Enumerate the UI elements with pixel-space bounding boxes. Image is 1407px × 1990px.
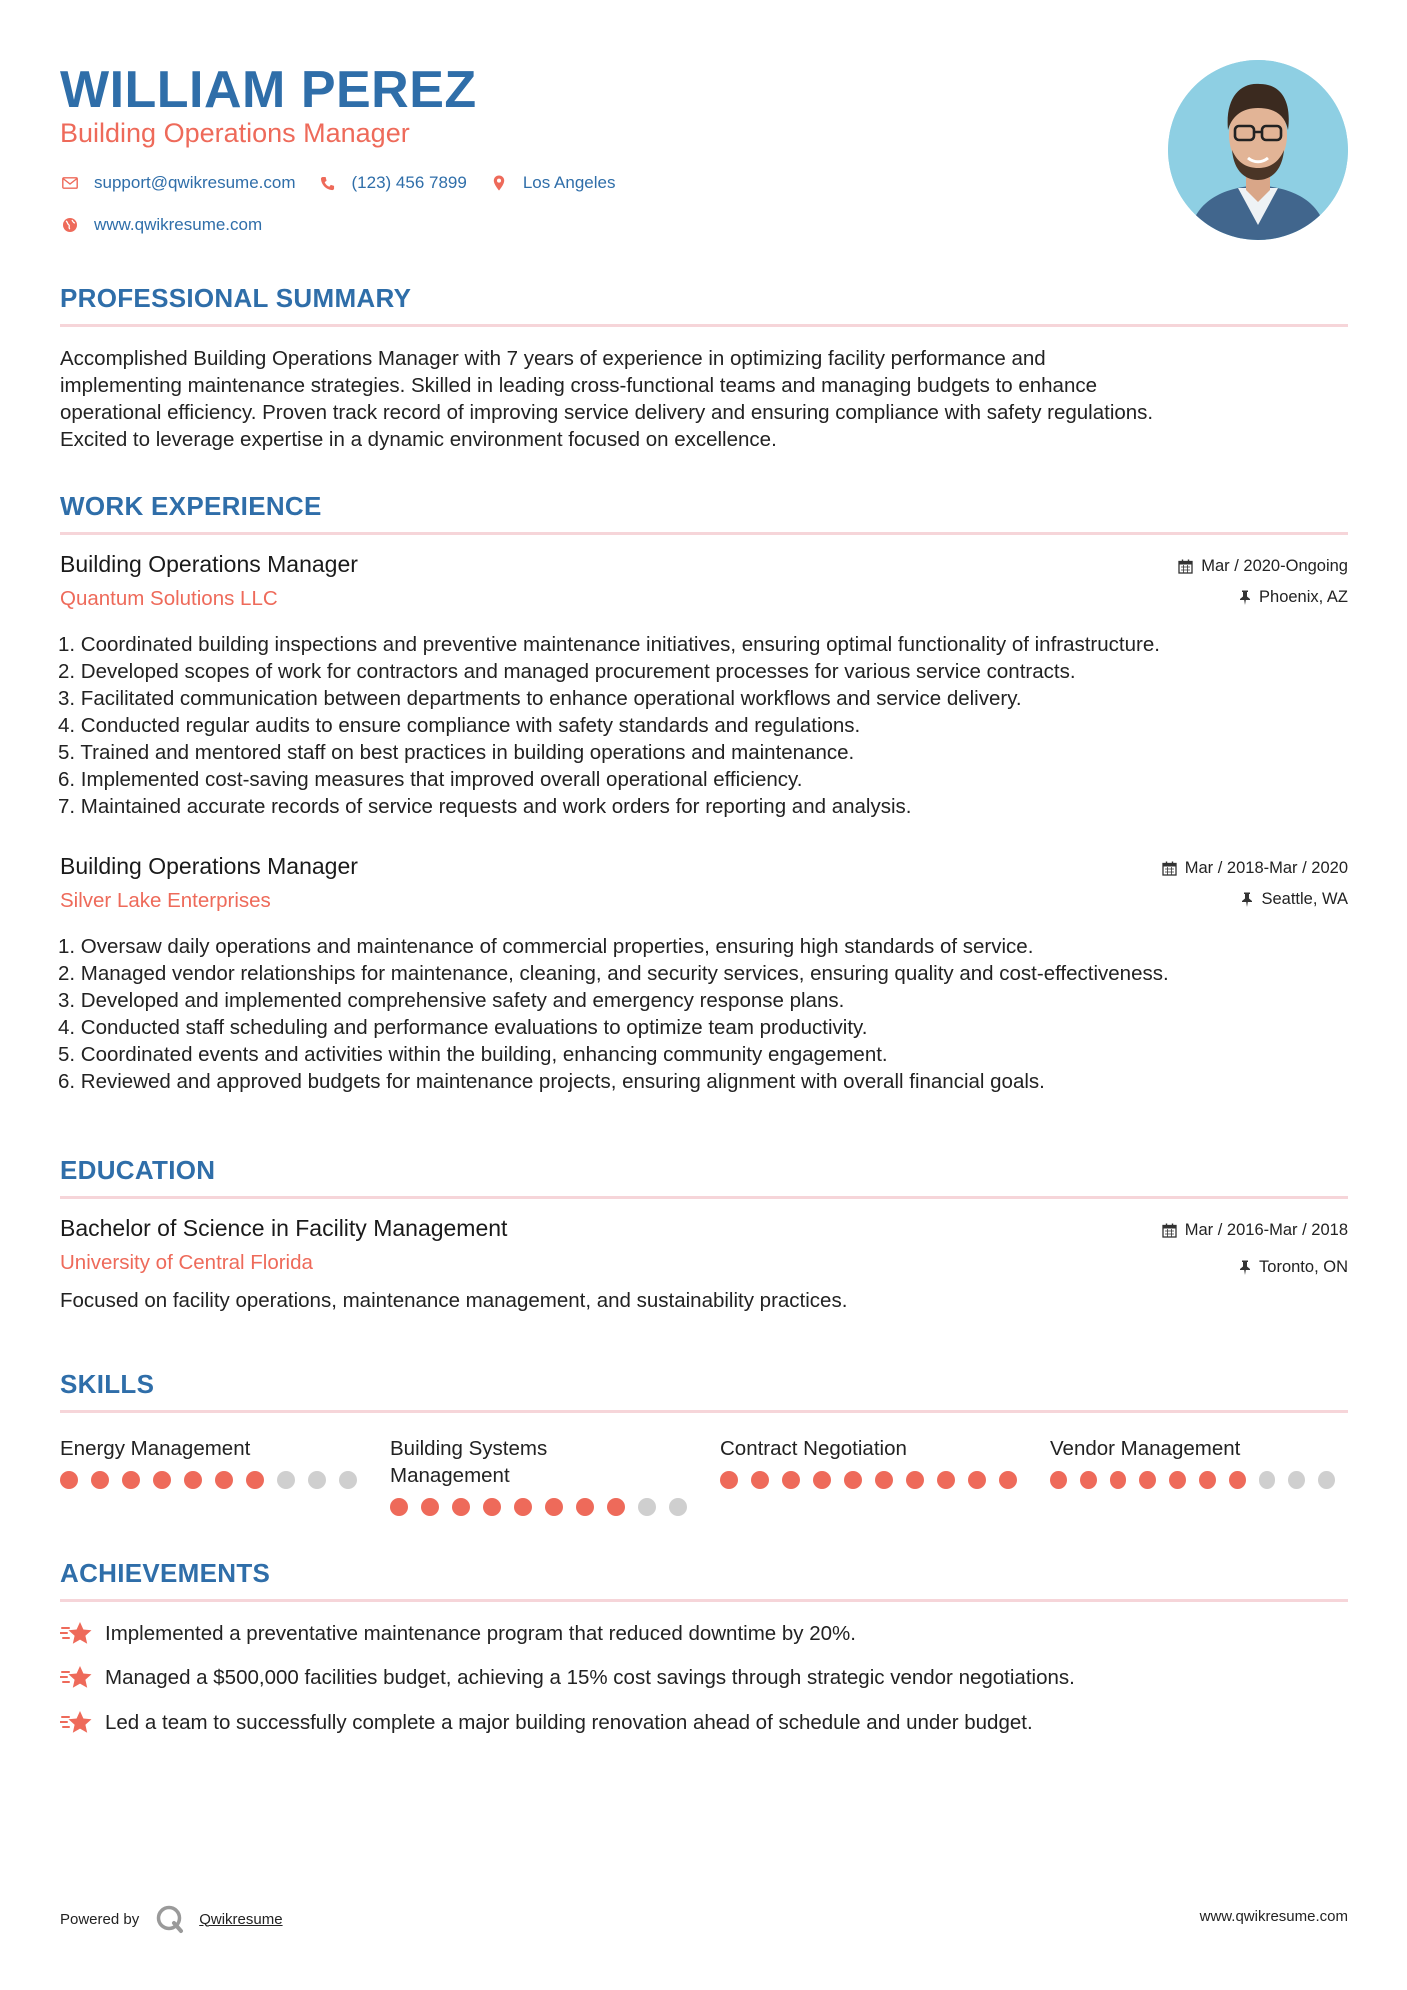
email-text: support@qwikresume.com bbox=[94, 173, 296, 192]
list-item: 6. Implemented cost-saving measures that improved overall operational efficiency. bbox=[58, 768, 803, 791]
skill-rating bbox=[1050, 1471, 1348, 1489]
job-bullets bbox=[58, 933, 1169, 1095]
list-item: 6. Reviewed and approved budgets for maintenance projects, ensuring alignment with overall financial goals. bbox=[58, 1070, 1045, 1093]
location-text: Los Angeles bbox=[522, 173, 616, 192]
job-role: Building Operations Manager bbox=[60, 853, 358, 879]
rating-dot-filled bbox=[607, 1498, 625, 1516]
summary-text bbox=[60, 345, 1348, 453]
rating-dot-filled bbox=[514, 1498, 532, 1516]
school-name: University of Central Florida bbox=[60, 1251, 313, 1274]
achievements-section bbox=[60, 1558, 1348, 1734]
education-description: Focused on facility operations, maintenance management, and sustainability practices. bbox=[60, 1289, 848, 1312]
skills-grid bbox=[60, 1435, 1348, 1516]
phone-text: (123) 456 7899 bbox=[351, 173, 467, 192]
rating-dot-filled bbox=[1199, 1471, 1216, 1489]
calendar-icon bbox=[1162, 1223, 1177, 1238]
section-divider bbox=[60, 324, 1348, 327]
date-text: Mar / 2020-Ongoing bbox=[1201, 557, 1348, 575]
candidate-name: WILLIAM PEREZ bbox=[60, 61, 477, 119]
skill-name: Vendor Management bbox=[1050, 1437, 1241, 1460]
rating-dot-filled bbox=[937, 1471, 955, 1489]
skill-name: Building Systems Management bbox=[390, 1437, 548, 1487]
contact-email[interactable] bbox=[60, 173, 296, 193]
rating-dot-filled bbox=[483, 1498, 501, 1516]
rating-dot-filled bbox=[1139, 1471, 1156, 1489]
star-icon bbox=[60, 1664, 94, 1692]
rating-dot-empty bbox=[339, 1471, 357, 1489]
achievement-text: Managed a $500,000 facilities budget, achieving a 15% cost savings through strategic vendor negotiations. bbox=[105, 1666, 1075, 1689]
rating-dot-filled bbox=[184, 1471, 202, 1489]
footer-website[interactable]: www.qwikresume.com bbox=[1199, 1908, 1348, 1925]
rating-dot-empty bbox=[1259, 1471, 1276, 1489]
phone-icon bbox=[318, 173, 338, 193]
rating-dot-filled bbox=[390, 1498, 408, 1516]
list-item: 2. Developed scopes of work for contractors and managed procurement processes for various service contracts. bbox=[58, 660, 1076, 683]
rating-dot-filled bbox=[1050, 1471, 1067, 1489]
rating-dot-filled bbox=[122, 1471, 140, 1489]
rating-dot-filled bbox=[153, 1471, 171, 1489]
rating-dot-filled bbox=[421, 1498, 439, 1516]
list-item: 5. Trained and mentored staff on best practices in building operations and maintenance. bbox=[58, 741, 855, 764]
rating-dot-filled bbox=[60, 1471, 78, 1489]
pushpin-icon bbox=[1239, 590, 1251, 605]
rating-dot-filled bbox=[246, 1471, 264, 1489]
rating-dot-filled bbox=[1229, 1471, 1246, 1489]
powered-by-text: Powered by bbox=[60, 1910, 140, 1928]
degree-title: Bachelor of Science in Facility Management bbox=[60, 1215, 508, 1241]
contact-row bbox=[60, 173, 637, 193]
rating-dot-filled bbox=[751, 1471, 769, 1489]
education-section bbox=[60, 1155, 1348, 1312]
rating-dot-filled bbox=[1169, 1471, 1186, 1489]
rating-dot-empty bbox=[669, 1498, 687, 1516]
rating-dot-filled bbox=[91, 1471, 109, 1489]
skill-item bbox=[720, 1435, 1050, 1516]
list-item: 2. Managed vendor relationships for maintenance, cleaning, and security services, ensuring quality and cost-effectiveness. bbox=[58, 962, 1169, 985]
footer-powered-by bbox=[60, 1904, 283, 1934]
rating-dot-filled bbox=[1080, 1471, 1097, 1489]
experience-section bbox=[58, 491, 1348, 1093]
rating-dot-filled bbox=[906, 1471, 924, 1489]
rating-dot-filled bbox=[782, 1471, 800, 1489]
rating-dot-empty bbox=[638, 1498, 656, 1516]
calendar-icon bbox=[1178, 559, 1193, 574]
skill-rating bbox=[60, 1471, 390, 1489]
list-item: 4. Conducted regular audits to ensure compliance with safety standards and regulations. bbox=[58, 714, 861, 737]
summary-line: implementing maintenance strategies. Skilled in leading cross-functional teams and managing budgets to enhance bbox=[60, 374, 1098, 397]
skill-rating bbox=[720, 1471, 1050, 1489]
calendar-icon bbox=[1162, 861, 1177, 876]
location-text: Phoenix, AZ bbox=[1259, 588, 1348, 606]
skill-rating bbox=[390, 1498, 720, 1516]
rating-dot-filled bbox=[968, 1471, 986, 1489]
rating-dot-filled bbox=[720, 1471, 738, 1489]
job-location bbox=[1241, 890, 1348, 909]
section-divider bbox=[60, 1196, 1348, 1199]
date-text: Mar / 2016-Mar / 2018 bbox=[1184, 1221, 1348, 1239]
star-icon bbox=[60, 1620, 94, 1648]
section-divider bbox=[60, 1599, 1348, 1602]
contact-website[interactable] bbox=[60, 215, 262, 235]
skill-item bbox=[1050, 1435, 1348, 1516]
contact-row-website bbox=[60, 215, 284, 235]
job-company: Silver Lake Enterprises bbox=[60, 889, 271, 912]
education-date bbox=[1162, 1221, 1348, 1240]
rating-dot-filled bbox=[875, 1471, 893, 1489]
list-item: 4. Conducted staff scheduling and performance evaluations to optimize team productivity. bbox=[58, 1016, 868, 1039]
footer bbox=[60, 1898, 1348, 1934]
experience-heading: WORK EXPERIENCE bbox=[60, 491, 322, 521]
profile-photo bbox=[1168, 60, 1348, 240]
summary-line: operational efficiency. Proven track record of improving service delivery and ensuring compliance with safety regulations. bbox=[60, 401, 1154, 424]
website-text: www.qwikresume.com bbox=[94, 215, 263, 234]
job-date bbox=[1178, 557, 1348, 576]
date-text: Mar / 2018-Mar / 2020 bbox=[1184, 859, 1348, 877]
skills-heading: SKILLS bbox=[60, 1369, 155, 1399]
candidate-title: Building Operations Manager bbox=[60, 118, 410, 148]
location-text: Seattle, WA bbox=[1261, 890, 1348, 908]
summary-line: Excited to leverage expertise in a dynamic environment focused on excellence. bbox=[60, 428, 777, 451]
education-location bbox=[1239, 1258, 1348, 1277]
section-divider bbox=[60, 532, 1348, 535]
rating-dot-filled bbox=[844, 1471, 862, 1489]
section-divider bbox=[60, 1410, 1348, 1413]
achievement-item bbox=[60, 1709, 1348, 1737]
location-text: Toronto, ON bbox=[1259, 1258, 1348, 1276]
achievement-item bbox=[60, 1620, 1348, 1648]
rating-dot-empty bbox=[1288, 1471, 1305, 1489]
job-date bbox=[1162, 859, 1348, 878]
rating-dot-empty bbox=[1318, 1471, 1335, 1489]
rating-dot-empty bbox=[277, 1471, 295, 1489]
rating-dot-filled bbox=[999, 1471, 1017, 1489]
rating-dot-filled bbox=[452, 1498, 470, 1516]
map-pin-icon bbox=[489, 173, 509, 193]
skill-name: Energy Management bbox=[60, 1437, 251, 1460]
job-role: Building Operations Manager bbox=[60, 551, 358, 577]
achievement-text: Led a team to successfully complete a major building renovation ahead of schedule and under budget. bbox=[105, 1711, 1033, 1734]
rating-dot-filled bbox=[1110, 1471, 1127, 1489]
education-heading: EDUCATION bbox=[60, 1155, 216, 1185]
contact-location bbox=[489, 173, 616, 193]
achievements-heading: ACHIEVEMENTS bbox=[60, 1558, 271, 1588]
rating-dot-filled bbox=[813, 1471, 831, 1489]
contact-phone[interactable] bbox=[318, 173, 467, 193]
achievement-text: Implemented a preventative maintenance program that reduced downtime by 20%. bbox=[105, 1622, 856, 1645]
job-company: Quantum Solutions LLC bbox=[60, 587, 278, 610]
job-location bbox=[1239, 588, 1348, 607]
rating-dot-filled bbox=[576, 1498, 594, 1516]
list-item: 3. Developed and implemented comprehensive safety and emergency response plans. bbox=[58, 989, 845, 1012]
skill-item bbox=[60, 1435, 390, 1516]
job-bullets bbox=[58, 631, 1160, 820]
skill-item bbox=[390, 1435, 720, 1516]
summary-line: Accomplished Building Operations Manager with 7 years of experience in optimizing facility performance and bbox=[60, 347, 1046, 370]
qwikresume-logo-icon bbox=[155, 1904, 185, 1934]
summary-section bbox=[60, 283, 1348, 453]
list-item: 3. Facilitated communication between departments to enhance operational workflows and service delivery. bbox=[58, 687, 1022, 710]
rating-dot-filled bbox=[215, 1471, 233, 1489]
star-icon bbox=[60, 1709, 94, 1737]
skill-name: Contract Negotiation bbox=[720, 1437, 907, 1460]
list-item: 5. Coordinated events and activities within the building, enhancing community engagement. bbox=[58, 1043, 888, 1066]
pushpin-icon bbox=[1239, 1260, 1251, 1275]
skills-section bbox=[60, 1369, 1348, 1487]
list-item: 1. Oversaw daily operations and maintenance of commercial properties, ensuring high standards of service. bbox=[58, 935, 1034, 958]
rating-dot-filled bbox=[545, 1498, 563, 1516]
achievement-item bbox=[60, 1664, 1348, 1692]
globe-icon bbox=[60, 215, 80, 235]
rating-dot-empty bbox=[308, 1471, 326, 1489]
qwikresume-link[interactable]: Qwikresume bbox=[199, 1910, 283, 1928]
summary-heading: PROFESSIONAL SUMMARY bbox=[60, 283, 412, 313]
envelope-icon bbox=[60, 173, 80, 193]
list-item: 1. Coordinated building inspections and preventive maintenance initiatives, ensuring optimal functionality of infrastructure. bbox=[58, 633, 1160, 656]
pushpin-icon bbox=[1241, 892, 1253, 907]
list-item: 7. Maintained accurate records of service requests and work orders for reporting and analysis. bbox=[58, 795, 912, 818]
